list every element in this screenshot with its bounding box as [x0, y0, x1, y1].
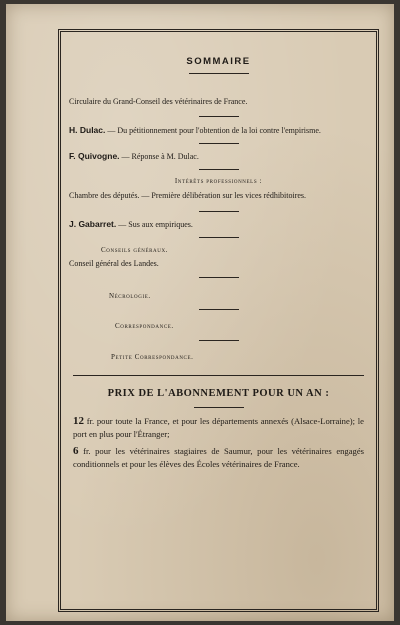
dulac-author: H. Dulac. — [69, 125, 106, 135]
quivogne-text: — Réponse à M. Dulac. — [121, 152, 199, 161]
separator-5 — [199, 237, 239, 238]
document-page — [6, 4, 394, 621]
sommaire-title: SOMMAIRE — [186, 56, 251, 67]
conseils-heading: Conseils généraux. — [101, 246, 169, 254]
abonnement-title: PRIX DE L'ABONNEMENT POUR UN AN : — [107, 388, 330, 399]
gabarret-author: J. Gabarret. — [69, 219, 117, 229]
quivogne-author: F. Quivogne. — [69, 151, 120, 161]
chambre-entry: Chambre des députés. — Première délibération sur les vices rédhibitoires. — [69, 191, 307, 200]
abonnement-top-rule — [73, 375, 364, 376]
abonnement-rule — [194, 407, 244, 408]
abonnement-item-1 — [69, 415, 368, 441]
dulac-text: — Du pétitionnement pour l'obtention de la loi contre l'empirisme. — [107, 126, 321, 135]
interets-heading: Intérêts professionnels : — [174, 177, 263, 185]
necrologie-entry: Nécrologie. — [109, 292, 151, 300]
item1-amount: 12 — [73, 415, 84, 427]
frame-inner — [69, 32, 368, 609]
quivogne-entry — [69, 151, 368, 162]
petite-correspondance-entry: Petite Correspondance. — [111, 353, 194, 361]
separator-8 — [199, 340, 239, 341]
circulaire-entry: Circulaire du Grand-Conseil des vétérinaires de France. — [69, 97, 248, 106]
item1-text: fr. pour toute la France, et pour les départements annexés (Alsace-Lorraine); le port en plus pour l'Étranger; — [73, 416, 364, 439]
abonnement-item-2 — [69, 445, 368, 471]
gabarret-entry — [69, 219, 368, 230]
separator-1 — [199, 116, 239, 117]
correspondance-entry: Correspondance. — [115, 322, 174, 330]
separator-4 — [199, 211, 239, 212]
conseil-landes-entry: Conseil général des Landes. — [69, 259, 159, 268]
separator-7 — [199, 309, 239, 310]
dulac-entry — [69, 125, 368, 136]
separator-6 — [199, 277, 239, 278]
separator-2 — [199, 143, 239, 144]
item2-amount: 6 — [73, 445, 79, 457]
content-frame — [58, 29, 379, 612]
item2-text: fr. pour les vétérinaires stagiaires de Saumur, pour les vétérinaires engagés conditionnels et pour les élèves des Écoles vétérinaires de France. — [73, 446, 364, 469]
title-rule — [189, 73, 249, 74]
separator-3 — [199, 169, 239, 170]
gabarret-text: — Sus aux empiriques. — [118, 220, 193, 229]
